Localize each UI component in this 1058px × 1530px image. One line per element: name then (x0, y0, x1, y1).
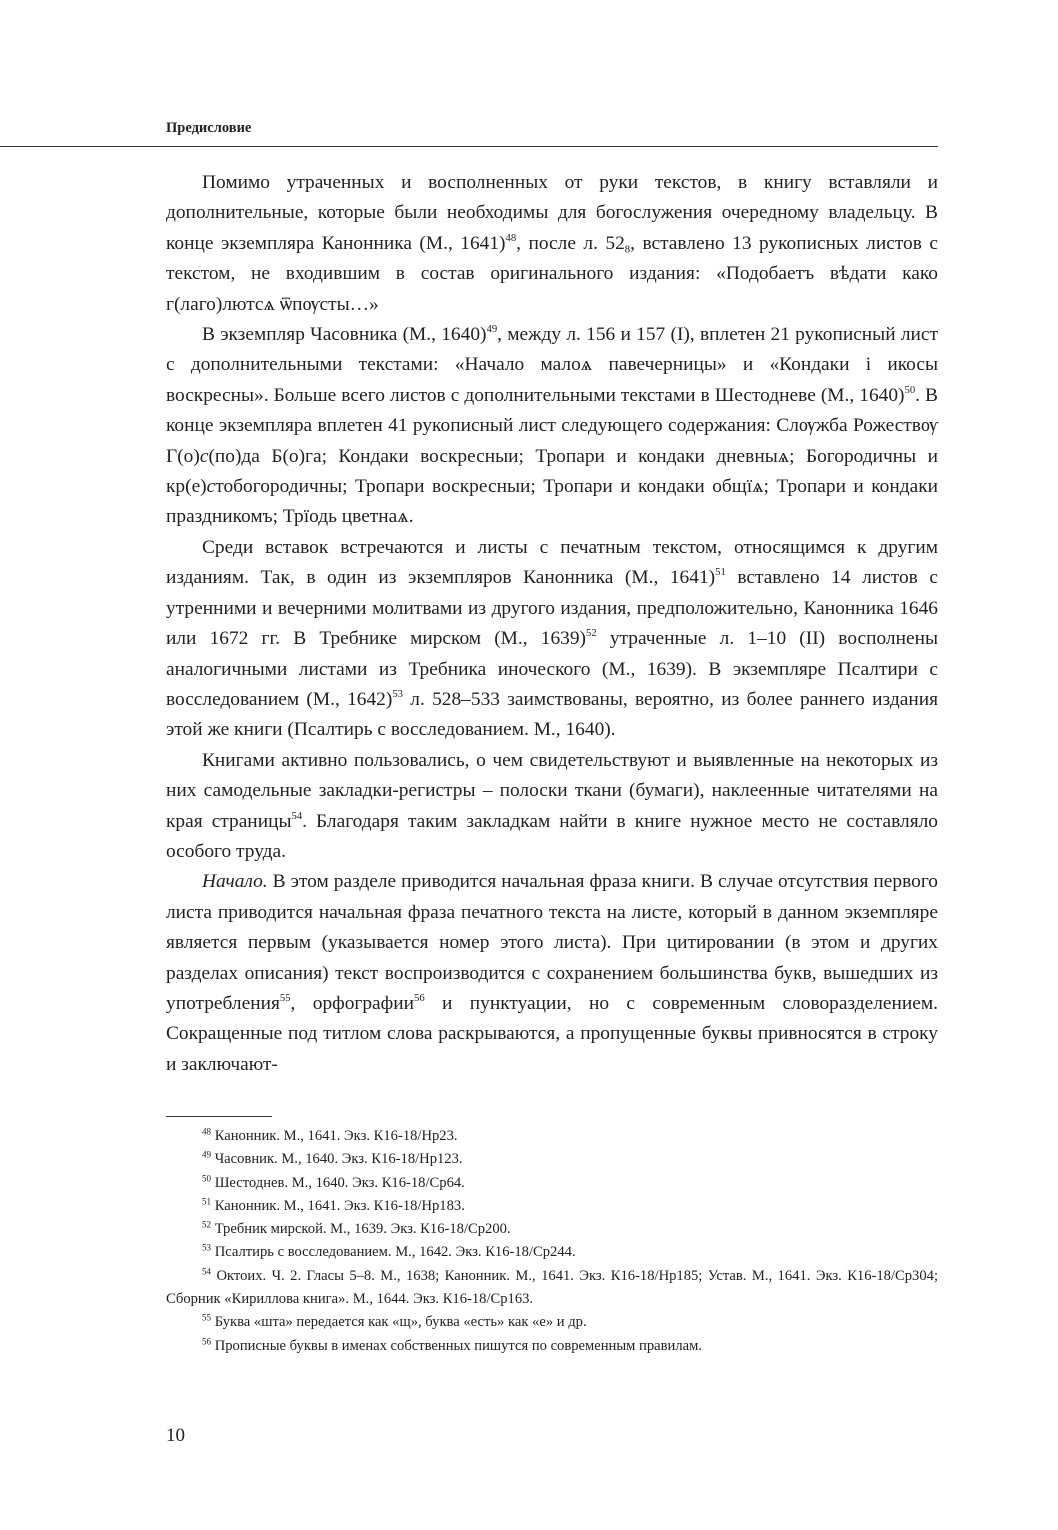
subscript: 8 (624, 243, 631, 256)
paragraph: Книгами активно пользовались, о чем свидетельствуют и выявленные на некоторых из них самодельные закладки-регистры – полоски ткани (бумаги), наклеенные читателями на края страницы$^{54}$. Благодаря таким закладкам найти в книге нужное место не составляло особого труда. (166, 749, 938, 862)
footnote-ref[interactable]: 50 (904, 383, 916, 396)
footnote-ref[interactable]: 56 (413, 991, 425, 1004)
footnote: $^{50}$ Шестоднев. М., 1640. Экз. К16-18/Ср64. (202, 1173, 465, 1191)
main-text (166, 168, 938, 1080)
running-header: Предисловие (166, 120, 252, 136)
footnote-ref[interactable]: 48 (505, 231, 517, 244)
footnotes (166, 1125, 938, 1358)
footnote-ref[interactable]: 52 (586, 627, 597, 640)
paragraph: Помимо утраченных и восполненных от руки текстов, в книгу вставляли и дополнительные, которые были необходимы для богослужения очередному владельцу. В конце экземпляра Канонника (М., 1641)$^{48}$, после л. $52_8$, вставлено 13 рукописных листов с текстом, не входившим в состав оригинального издания: «Подобаетъ вѣдати како г(лаго)лютсѧ ѿпѹсты…» (166, 172, 938, 315)
footnote-ref[interactable]: 55 (279, 991, 291, 1004)
footnote-ref[interactable]: 51 (715, 566, 726, 579)
footnote: $^{52}$ Требник мирской. М., 1639. Экз. К16-18/Ср200. (202, 1219, 511, 1238)
footnote: $^{49}$ Часовник. М., 1640. Экз. К16-18/Нр123. (202, 1149, 463, 1168)
page-number: 10 (166, 1425, 185, 1446)
footnote-rule (166, 1116, 272, 1117)
paragraph: Начало. В этом разделе приводится начальная фраза книги. В случае отсутствия первого листа приводится начальная фраза печатного текста на листе, который в данном экземпляре является первым (указывается номер этого листа). При цитировании (в этом и других разделах описания) текст воспроизводится с сохранением большинства букв, вышедших из употребления$^{55}$, орфографии$^{56}$ и пунктуации, но с современным словоразделением. Сокращенные под титлом слова раскрываются, а пропущенные буквы привносятся в строку и заключают- (166, 871, 939, 1075)
footnote-ref[interactable]: 53 (392, 687, 403, 700)
section-term: Начало. (202, 871, 268, 893)
footnote: $^{56}$ Прописные буквы в именах собственных пишутся по современным правилам. (202, 1336, 702, 1354)
footnote: $^{53}$ Псалтирь с восследованием. М., 1642. Экз. К16-18/Ср244. (202, 1243, 576, 1261)
footnote: $^{51}$ Канонник. М., 1641. Экз. К16-18/Нр183. (202, 1196, 465, 1214)
footnote: $^{48}$ Канонник. М., 1641. Экз. К16-18/Нр23. (202, 1126, 458, 1144)
footnote-ref[interactable]: 49 (486, 323, 498, 336)
footnote: $^{54}$ Октоих. Ч. 2. Гласы 5–8. М., 1638; Канонник. М., 1641. Экз. К16-18/Нр185; Устав. М., 1641. Экз. К16-18/Ср304; Сборник «Кириллова книга». М., 1644. Экз. К16-18/Ср163. (166, 1266, 938, 1308)
header-rule (0, 146, 938, 147)
paragraph: В экземпляр Часовника (М., 1640)$^{49}$, между л. 156 и 157 (I), вплетен 21 рукописный лист с дополнительными текстами: «Начало малоѧ павечерницы» и «Кондаки і икосы воскресны». Больше всего листов с дополнительными текстами в Шестодневе (М., 1640)$^{50}$. В конце экземпляра вплетен 41 рукописный лист следующего содержания: Слѹжба Рожествѹ Г(о)с(по)да Б(о)га; Кондаки воскресныи; Тропари и кондаки дневныѧ; Богородичны и кр(е)стобогородичны; Тропари воскресныи; Тропари и кондаки общїѧ; Тропари и кондаки праздникомъ; Трїодь цветнаѧ. (166, 323, 938, 528)
paragraph: Среди вставок встречаются и листы с печатным текстом, относящимся к другим изданиям. Так, в один из экземпляров Канонника (М., 1641)$^{51}$ вставлено 14 листов с утренними и вечерними молитвами из другого издания, предположительно, Канонника 1646 или 1672 гг. В Требнике мирском (М., 1639)$^{52}$ утраченные л. 1–10 (II) восполнены аналогичными листами из Требника иноческого (М., 1639). В экземпляре Псалтири с восследованием (М., 1642)$^{53}$ л. 528–533 заимствованы, вероятно, из более раннего издания этой же книги (Псалтирь с восследованием. М., 1640). (166, 536, 938, 741)
footnote: $^{55}$ Буква «шта» передается как «щ», буква «есть» как «е» и др. (202, 1312, 587, 1331)
footnote-ref[interactable]: 54 (291, 809, 303, 822)
